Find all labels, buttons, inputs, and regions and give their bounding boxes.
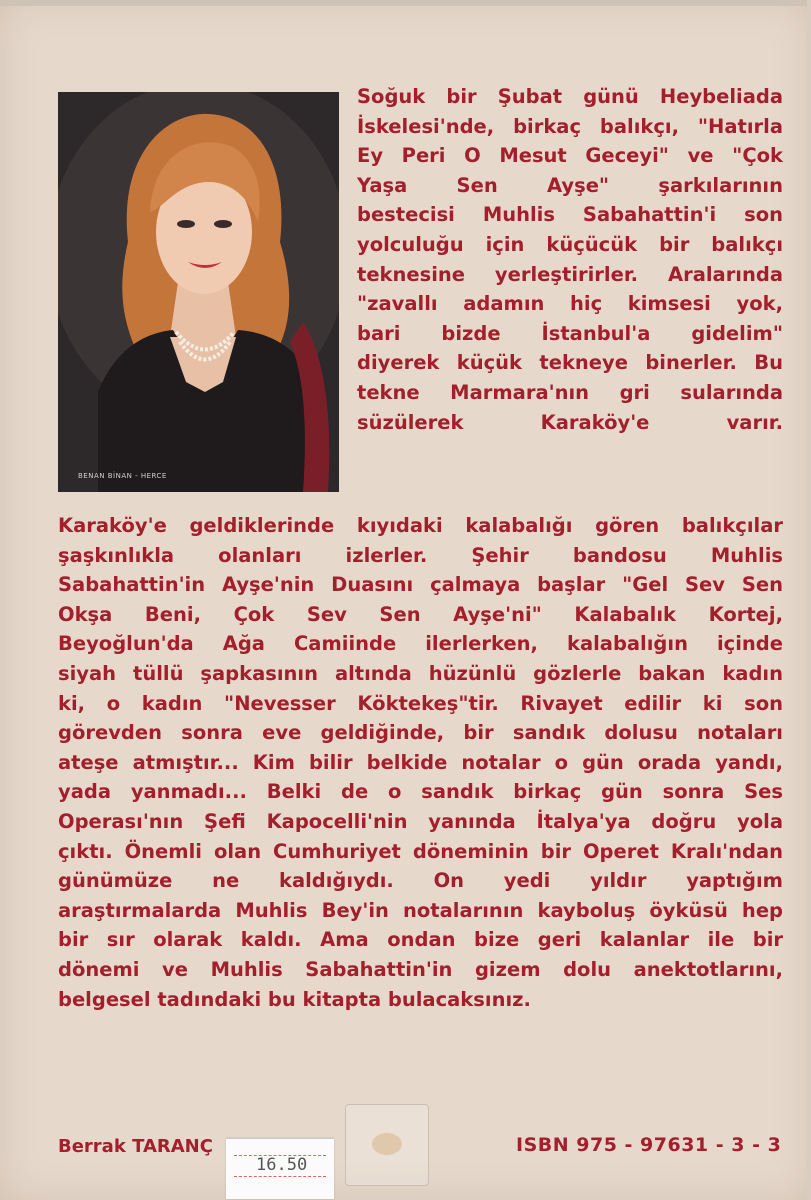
text-column-bottom [58,511,783,1014]
text-line: Soğuk bir Şubat günü Heybeliada [357,85,783,108]
text-line: Okşa Beni, Çok Sev Sen Ayşe'ni" Kalabalık Kortej, [58,602,783,626]
text-line: araştırmalarda Muhlis Bey'in notalarının kayboluş öyküsü hep [58,898,783,922]
text-line: Yaşa Sen Ayşe" şarkılarının [357,173,783,197]
author-name: Berrak TARANÇ [58,1136,213,1157]
text-line: bestecisi Muhlis Sabahattin'i son [357,203,783,227]
text-line: çıktı. Önemli olan Cumhuriyet döneminin bir Operet Kralı'ndan [58,839,783,863]
text-line: yada yanmadı... Belki de o sandık birkaç gün sonra Ses [58,780,783,804]
text-line: "zavallı adamın hiç kimsesi yok, [357,292,783,316]
text-line: Operası'nın Şefi Kapocelli'nin yanında İtalya'ya doğru yola [58,809,783,833]
text-line: Ey Peri O Mesut Geceyi" ve "Çok [357,144,783,168]
text-line: şaşkınlıkla olanları izlerler. Şehir bandosu Muhlis [58,543,783,567]
text-line: tekne Marmara'nın gri sularında [357,380,783,404]
text-line: Beyoğlun'da Ağa Camiinde ilerlerken, kalabalığın içinde [58,632,783,656]
text-line: görevden sonra eve geldiğinde, bir sandık dolusu notaları [58,721,783,745]
photo-credit: BENAN BİNAN - HERCE [78,472,167,480]
text-column-top [357,82,783,437]
text-line: teknesine yerleştirirler. Aralarında [357,262,783,286]
text-line: Sabahattin'in Ayşe'nin Duasını çalmaya başlar "Gel Sev Sen [58,573,783,597]
text-line: yolculuğu için küçücük bir balıkçı [357,232,783,256]
text-line: Karaköy'e geldiklerinde kıyıdaki kalabalığı gören balıkçılar [58,514,783,537]
author-photo [58,92,339,492]
cover-top-edge [0,0,811,6]
text-line: dönemi ve Muhlis Sabahattin'in gizem dolu anektotlarını, [58,957,783,981]
clear-sticker [345,1104,429,1186]
sticker-smudge [372,1133,402,1155]
price-value: 16.50 [256,1155,308,1175]
text-line: günümüze ne kaldığıydı. On yedi yıldır yaptığım [58,869,783,893]
text-line: ateşe atmıştır... Kim bilir belkide notalar o gün orada yandı, [58,750,783,774]
text-line: bari bizde İstanbul'a gidelim" [357,321,783,345]
text-line: süzülerek Karaköy'e varır. [357,410,783,434]
text-line: İskelesi'nde, birkaç balıkçı, "Hatırla [357,114,783,138]
cover-right-edge [807,0,811,1200]
text-line: ki, o kadın "Nevesser Köktekeş"tir. Rivayet edilir ki son [58,691,783,715]
author-portrait-illustration [58,92,339,492]
isbn-number: ISBN 975 - 97631 - 3 - 3 [516,1134,782,1156]
price-sticker [226,1138,334,1199]
text-line: diyerek küçük tekneye binerler. Bu [357,351,783,375]
text-line: belgesel tadındaki bu kitapta bulacaksınız. [58,987,531,1011]
text-line: bir sır olarak kaldı. Ama ondan bize geri kalanlar ile bir [58,928,783,952]
text-line: siyah tüllü şapkasının altında hüzünlü gözlerle bakan kadın [58,661,783,685]
